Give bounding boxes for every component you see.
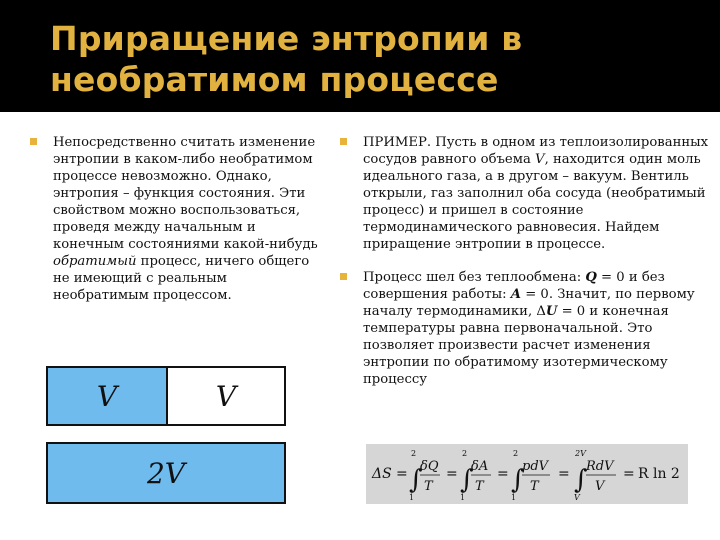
integral-1-den: T [424, 479, 433, 494]
integral-2-den: T [475, 479, 484, 494]
formula-svg [366, 444, 688, 504]
right-column [340, 134, 712, 388]
integral-4-den: V [595, 479, 605, 494]
integral-sign-3: ∫ [511, 465, 525, 495]
entropy-formula [366, 444, 688, 504]
left-text-after: процесс, ничего общего не имеющий с реальным необратимым процессом. [53, 254, 310, 303]
vessel-left-label: V [96, 379, 118, 413]
vessel-right-label: V [215, 379, 237, 413]
integral-2-upper: 2 [462, 449, 468, 458]
integral-4-num: RdV [586, 459, 614, 474]
header-bar [0, 0, 720, 112]
integral-4-upper: 2V [575, 449, 586, 458]
process-t2: = 0 и без совершения работы: [363, 270, 665, 302]
example-paragraph [340, 134, 712, 253]
integral-1-num: δQ [420, 459, 439, 474]
formula-lhs: ΔS [372, 466, 392, 482]
example-var-v: V [535, 152, 545, 167]
vessel-combined-label: 2V [146, 456, 186, 490]
integral-sign-4: ∫ [574, 465, 588, 495]
page-title: Приращение энтропии в необратимом процессе [50, 19, 523, 99]
process-q: Q [585, 270, 597, 285]
left-column [30, 134, 318, 304]
process-t4: = 0 и конечная температуры равна первоначальной. Это позволяет произвести расчет изменения энтропии по обратимому изотермическому процессу [363, 304, 669, 387]
formula-result: R ln 2 [638, 466, 680, 482]
integral-2-num: δA [471, 459, 489, 474]
left-text-before: Непосредственно считать изменение энтропии в каком-либо необратимом процессе невозможно. Однако, энтропия – функция состояния. Эти свойством можно воспользоваться, проведя между начальным и конечным состояниями какой-нибудь [53, 135, 318, 252]
example-rest: , находится один моль идеального газа, а в другом – вакуум. Вентиль открыли, газ заполнил оба сосуда (необратимый процесс) и пришел в состояние термодинамического равновесия. Найдем приращение энтропии в процессе. [363, 152, 706, 252]
integral-1-lower: 1 [409, 493, 415, 502]
vessel-combined [46, 442, 286, 504]
vessel-diagram [46, 366, 286, 516]
formula-eq-3: = [497, 466, 509, 482]
bullet-icon [340, 138, 347, 145]
bullet-icon [30, 138, 37, 145]
process-u: U [545, 304, 558, 319]
vessel-left-gas [46, 366, 168, 426]
formula-eq-5: = [623, 466, 635, 482]
process-a: A [510, 287, 521, 302]
integral-3-den: T [530, 479, 539, 494]
integral-3-num: pdV [522, 459, 549, 474]
integral-2-lower: 1 [460, 493, 466, 502]
process-t3: = 0. Значит, по первому началу термодинамики, Δ [363, 287, 695, 319]
integral-sign-2: ∫ [460, 465, 474, 495]
formula-eq-2: = [446, 466, 458, 482]
example-lead: ПРИМЕР. Пусть в одном из теплоизолированных сосудов равного объема [363, 135, 709, 167]
process-paragraph [340, 269, 712, 388]
bullet-icon [340, 273, 347, 280]
process-t1: Процесс шел без теплообмена: [363, 270, 586, 285]
formula-eq-1: = [396, 466, 408, 482]
vessel-right-vacuum [166, 366, 286, 426]
left-text-italic: обратимый [53, 254, 137, 269]
left-paragraph [30, 134, 318, 304]
integral-1-upper: 2 [411, 449, 417, 458]
integral-sign-1: ∫ [409, 465, 423, 495]
formula-eq-4: = [558, 466, 570, 482]
integral-3-lower: 1 [511, 493, 517, 502]
integral-4-lower: V [574, 493, 580, 502]
integral-3-upper: 2 [513, 449, 519, 458]
